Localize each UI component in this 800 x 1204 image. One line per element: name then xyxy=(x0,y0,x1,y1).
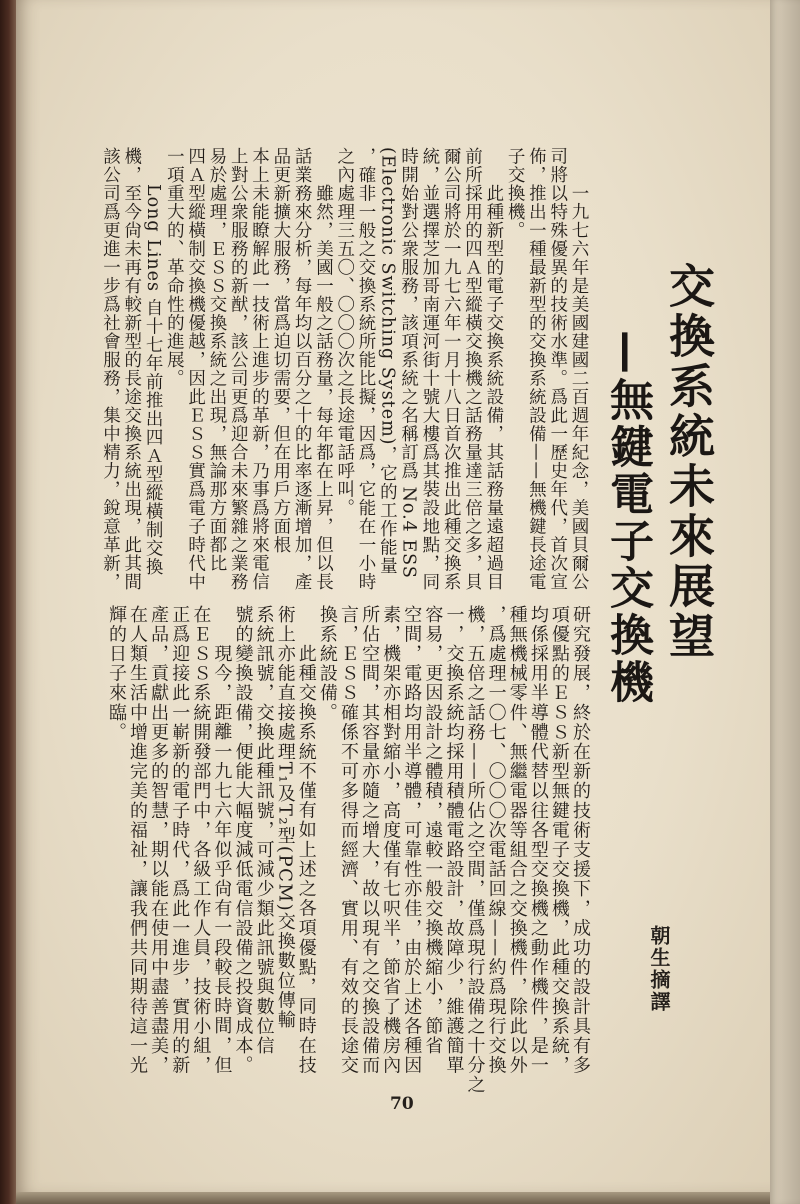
article-byline: 朝生摘譯 xyxy=(647,925,671,1013)
upper-text-block xyxy=(99,147,589,593)
text-column: 本上未能瞭解此一技術上進步的革新，乃事爲將來電信 xyxy=(249,147,270,591)
text-column: 統，並選擇芝加哥南運河街十號大樓爲其裝設地點，同 xyxy=(419,147,440,591)
text-column: 此種交換系統不僅有如上述之各項優點，同時在技 xyxy=(295,644,317,1076)
paragraph xyxy=(333,147,503,593)
text-column: 機，至今尙未再有較新型的長途交換系統出現，此其間 xyxy=(121,147,142,591)
text-column: Long Lines 自十七年前推出四Ａ型縱橫制交換 xyxy=(143,184,164,577)
text-column: 之內處理三五〇、〇〇〇次之長途電話呼叫。 xyxy=(334,147,355,517)
text-column: 在人類生活中增進完美的福祉，讓我們共同期待這一光 xyxy=(127,605,149,1076)
page-number: 70 xyxy=(390,1094,414,1114)
paragraph xyxy=(316,605,591,1095)
text-column: 該公司爲更進一步爲社會服務，集中精力，銳意革新， xyxy=(100,147,121,591)
text-column: 一九七六年是美國建國二百週年紀念，美國貝爾公 xyxy=(569,184,589,591)
text-column: ，確非一般之交換系統所能比擬，因爲，它能在一小時 xyxy=(356,147,377,591)
text-column: 術上亦能直接處理T₁及T₂型(PCM)交換數位傳輸 xyxy=(274,605,296,1030)
text-column: 佈，推出一種最新型的交換系統設備——無機鍵長途電 xyxy=(526,147,547,591)
text-column: 上對公衆服務的新猷，該公司更爲迎合未來繁雜之業務 xyxy=(228,147,249,591)
text-column: 爾公司將於一九七六年一月十八日首次推出此種交換系 xyxy=(441,147,462,591)
text-column: 言，ＥＳＳ確係不可多得而經濟、實用、有效的長途交 xyxy=(337,605,359,1076)
paragraph xyxy=(163,147,333,593)
text-column: 前所採用的四Ａ型縱橫交換機之話務量達三倍之多，貝 xyxy=(462,147,483,591)
text-column: 時開始對公衆服務，該項系統之名稱訂爲 No.4 ESS xyxy=(398,147,419,579)
text-column: 一，交換系統均採用積體電路設計，故障少，維護簡單 xyxy=(443,605,465,1076)
text-column: 四Ａ型縱橫制交換機優越，因此ＥＳＳ實爲電子時代中 xyxy=(185,147,206,591)
book-binding-edge xyxy=(0,0,16,1204)
text-column: 素，機架亦相對縮小，高度僅有七呎半，節省了機房內 xyxy=(380,605,402,1076)
paragraph xyxy=(106,605,233,1076)
page-bottom-edge xyxy=(16,1192,800,1204)
paragraph xyxy=(232,605,316,1076)
text-column: 品更新擴大服務，當爲迫切需要，但在用戶方面根 xyxy=(270,147,291,554)
text-column: 號的變換設備，便能大幅度減低電信設備之投資成本。 xyxy=(232,605,254,1076)
text-column: 項優點的ＥＳＳ新型無鍵電子交換機，此種交換系統， xyxy=(548,605,570,1076)
text-column: 在ＥＳＳ系統開發部門中，各級工作人員，技術小組， xyxy=(190,605,212,1076)
text-column: 系統訊號，交換此種訊號，可減少類此訊號與數位信 xyxy=(253,605,275,1056)
text-column: 種無機械零件、無繼電器等組合之交換機件，除此以外 xyxy=(506,605,528,1076)
text-column: 正爲迎接此一嶄新的電子時代，爲此一進步，實用的新 xyxy=(169,605,191,1076)
article-title: 交換系統未來展望 xyxy=(662,262,716,662)
adjacent-page-edge xyxy=(770,0,800,1204)
text-column: 所佔空間，其容量亦隨之增大，故以現有之交換設備而 xyxy=(359,605,381,1076)
text-column: 易於處理，ＥＳＳ交換系統之出現，無論那方面都比 xyxy=(206,147,227,573)
text-column: 換系統設備。 xyxy=(316,605,338,723)
lower-text-block xyxy=(105,605,591,1095)
text-column: 機，五倍之話務——所佔之空間，僅爲現行設備之十分之 xyxy=(464,605,486,1095)
text-column: 雖然，美國一般之話務量，每年都在上昇，但以長 xyxy=(313,184,334,591)
text-column: 司將以特殊優異的技術水準。爲此一歷史年代，首次宣 xyxy=(547,147,568,591)
text-column: 一項重大的、革命性的進展。 xyxy=(164,147,185,388)
text-column: 現今，距離一九七六年似乎尙有一段較長時間，但 xyxy=(211,644,233,1076)
text-column: 空間，電路均用半導體，可靠性亦佳，由於上述各種因 xyxy=(401,605,423,1076)
article-subtitle: —無鍵電子交換機 xyxy=(602,330,653,706)
paragraph xyxy=(99,147,163,593)
text-column: 產品，貢獻出更多的智慧，期以能在使用中盡善盡美， xyxy=(148,605,170,1076)
paragraph xyxy=(504,147,589,593)
text-column: 此種新型的電子交換系統設備，其話務量遠超過目 xyxy=(483,184,504,591)
text-column: 輝的日子來臨。 xyxy=(105,605,127,743)
text-column: 話業務來分析，每年均以百分之十的比率逐漸增加，產 xyxy=(292,147,313,591)
text-column: (Electronic Switching System)，它的工作能量 xyxy=(377,147,398,575)
text-column: 研究發展，終於在新的技術支援下，成功的設計具有多 xyxy=(570,605,591,1076)
text-column: 容易，更因設計之體積，遠較一般交換機縮小，節省 xyxy=(422,605,444,1056)
text-column: 均係採用半導體代替以往各型交換機之動作機件，是一 xyxy=(527,605,549,1076)
text-column: 子交換機。 xyxy=(505,147,526,240)
text-column: ，爲處理一〇七、〇〇〇次電話回線——約爲現行交換 xyxy=(485,605,507,1076)
